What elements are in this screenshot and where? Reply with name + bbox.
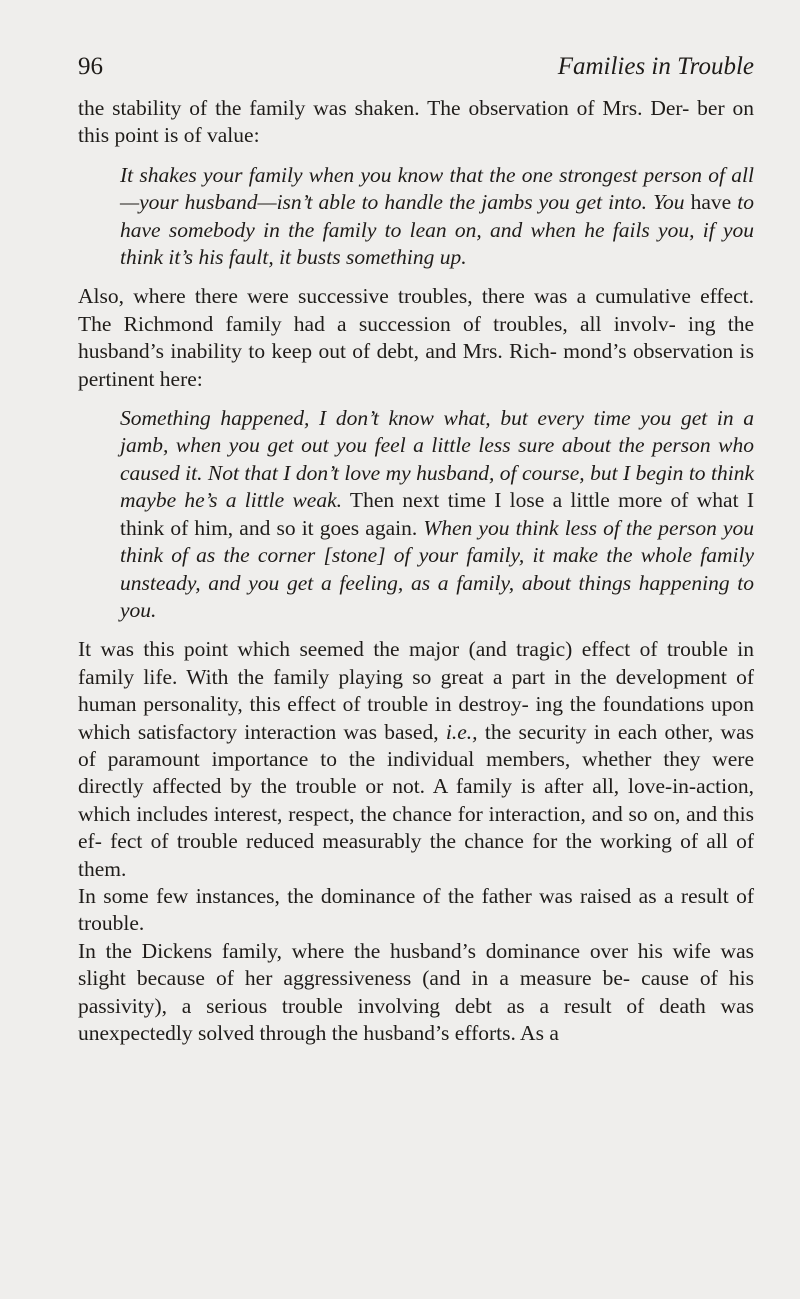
quote-text-italic: Something happened, I don’t know what, but every time you get in a jamb, when you get out you feel a little less sure about the person who caused it. Not that I don’t love my husband, of course, but I begin to think maybe he’s a little weak. [120, 406, 754, 513]
quote-text-roman: have [684, 190, 738, 215]
page-number: 96 [78, 53, 103, 80]
quote-richmond [120, 405, 754, 624]
paragraph-dominance: In some few instances, the dominance of the father was raised as a result of trouble. [78, 883, 754, 936]
quote-derber [120, 162, 754, 272]
quote-text-emphasis: You [653, 190, 685, 215]
quote-editorial-insertion: [stone] [323, 543, 386, 568]
quote-text-roman: Then next time I lose a little more of what I think of him, and so it goes again. [120, 488, 754, 540]
abbreviation-ie: i.e., [445, 719, 478, 744]
quote-text: It shakes your family when you know that the one strongest person of all—your husband—isn’t able to handle the jambs you get into. [120, 162, 754, 215]
page-header [78, 50, 754, 84]
paragraph-successive-troubles: Also, where there were successive troubles, there was a cumulative effect. The Richmond family had a succession of troubles, all involv- ing the husband’s inability to keep out of debt, and Mrs. Rich- mond’s observation is pertinent here: [78, 284, 754, 391]
paragraph-text: It was this point which seemed the major (and tragic) effect of trouble in family life. With the family playing so great a part in the development of human personality, this effect of trouble in destroy- ing the foundations upon which satisfactory interaction was based, [78, 637, 754, 744]
quote-text-italic: of your family, it make the whole family unsteady, and you get a feeling, as a family, about things happening to you. [120, 543, 754, 622]
running-title: Families in Trouble [557, 53, 754, 80]
quote-text: to have somebody in the family to lean on, and when he fails you, if you think it’s his fault, it busts something up. [120, 190, 755, 270]
paragraph-major-effect [78, 636, 754, 883]
body-text [78, 95, 754, 1047]
paragraph-dickens-family: In the Dickens family, where the husband’s dominance over his wife was slight because of her aggressiveness (and in a measure be- cause of his passivity), a serious trouble involving debt as a result of death was unexpectedly solved through the husband’s efforts. As a [78, 938, 754, 1045]
paragraph-text: the security in each other, was of paramount importance to the individual members, whether they were directly affected by the trouble or not. A family is after all, love-in-action, which includes interest, respect, the chance for interaction, and so on, and this ef- fect of trouble reduced measurably the chance for the working of all of them. [78, 719, 754, 881]
paragraph-continued: the stability of the family was shaken. The observation of Mrs. Der- ber on this point is of value: [78, 96, 754, 148]
quote-text-italic: When you think less of the person you think of as the corner [120, 515, 754, 568]
